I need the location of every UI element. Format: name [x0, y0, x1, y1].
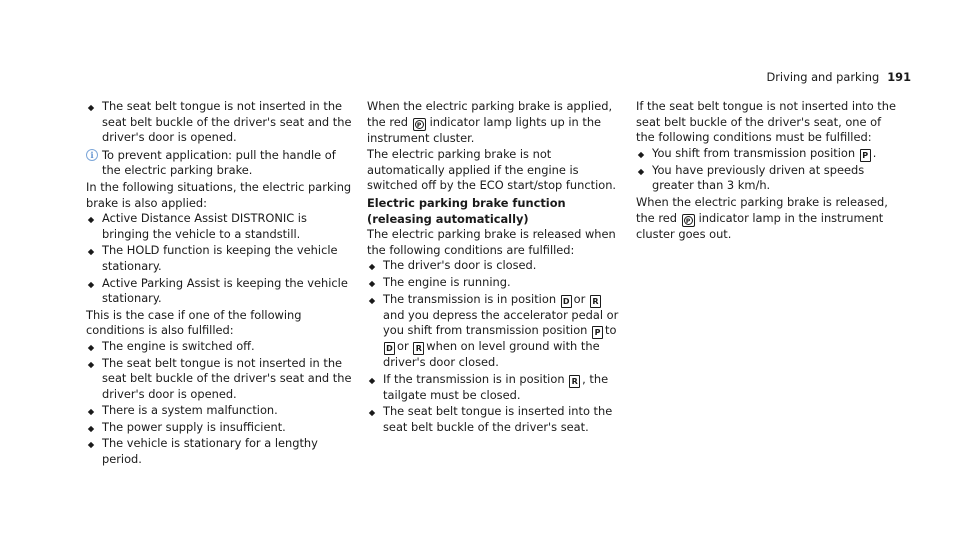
list-item: The HOLD function is keeping the vehicle stationary. [86, 243, 356, 274]
paragraph: When the electric parking brake is released, the red P indicator lamp in the instrument cluster goes out. [636, 194, 888, 241]
list-item: The engine is switched off. [86, 339, 356, 355]
tip-note: i To prevent application: pull the handle of the electric parking brake. [86, 148, 356, 179]
paragraph: This is the case if one of the following conditions is also fulfilled: [86, 307, 302, 338]
paragraph: When the electric parking brake is applied, the red P indicator lamp lights up in the instrument cluster. [367, 99, 613, 145]
list-item: If the transmission is in position R , the tailgate must be closed. [367, 372, 623, 404]
list-item: You have previously driven at speeds greater than 3 km/h. [636, 163, 896, 194]
list-item: Active Parking Assist is keeping the vehicle stationary. [86, 276, 356, 307]
column-1 [86, 99, 356, 468]
bullet-icon [369, 264, 375, 270]
info-icon: i [86, 149, 98, 161]
bullet-icon [369, 378, 375, 384]
list-item: The seat belt tongue is not inserted in the seat belt buckle of the driver's seat and the driver's door is opened. [86, 99, 356, 146]
list-item: The seat belt tongue is inserted into the seat belt buckle of the driver's seat. [367, 404, 623, 435]
column-3 [636, 99, 896, 242]
list-item: The power supply is insufficient. [86, 420, 356, 436]
bullet-icon [638, 152, 644, 158]
section-heading: Electric parking brake function (releasing automatically) [367, 195, 566, 226]
column-2 [367, 99, 623, 436]
section-title: Driving and parking [766, 70, 880, 84]
bullet-icon [88, 442, 94, 448]
list-item: The transmission is in position D or Rand you depress the accelerator pedal or you shift from transmission position P to D or R when on level ground with the driver's door closed. [367, 292, 623, 371]
paragraph: The electric parking brake is not automatically applied if the engine is switched off by the ECO start/stop function. [367, 147, 617, 193]
bullet-icon [88, 426, 94, 432]
parking-brake-lamp-icon: P [413, 118, 426, 131]
bullet-icon [638, 169, 644, 175]
bullet-icon [88, 217, 94, 223]
gear-r-key: R [413, 342, 424, 355]
bullet-icon [88, 361, 94, 367]
gear-d-key: D [561, 295, 572, 308]
bullet-icon [369, 297, 375, 303]
paragraph: If the seat belt tongue is not inserted into the seat belt buckle of the driver's seat, one of the following conditions must be fulfilled: [636, 99, 896, 145]
gear-r-key: R [569, 375, 580, 388]
gear-d-key: D [384, 342, 395, 355]
paragraph: In the following situations, the electric parking brake is also applied: [86, 179, 352, 210]
bullet-icon [88, 409, 94, 415]
gear-p-key: P [860, 149, 871, 162]
page-number: 191 [887, 70, 911, 84]
bullet-icon [369, 410, 375, 416]
list-item: You shift from transmission position P . [636, 146, 896, 162]
list-item: Active Distance Assist DISTRONIC is bringing the vehicle to a standstill. [86, 211, 356, 242]
gear-r-key: R [590, 295, 601, 308]
list-item: The vehicle is stationary for a lengthy period. [86, 436, 356, 467]
bullet-icon [369, 281, 375, 287]
bullet-icon [88, 249, 94, 255]
list-item: The engine is running. [367, 275, 623, 291]
parking-brake-lamp-icon: P [682, 214, 695, 227]
bullet-icon [88, 345, 94, 351]
list-item: The driver's door is closed. [367, 258, 623, 274]
page-header [766, 70, 911, 86]
paragraph: The electric parking brake is released when the following conditions are fulfilled: [367, 227, 616, 257]
bullet-icon [88, 105, 94, 111]
gear-p-key: P [592, 326, 603, 339]
list-item: There is a system malfunction. [86, 403, 356, 419]
list-item: The seat belt tongue is not inserted in the seat belt buckle of the driver's seat and the driver's door is opened. [86, 356, 356, 403]
bullet-icon [88, 281, 94, 287]
